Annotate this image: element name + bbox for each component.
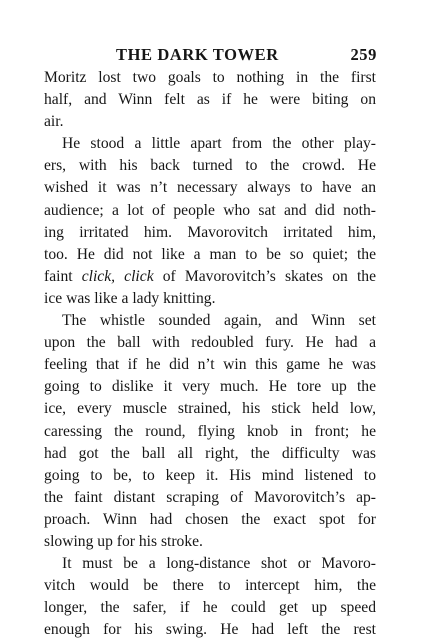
text-line: It must be a long-distance shot or Mavoro-	[62, 555, 376, 573]
text-line: vitch would be there to intercept him, the	[44, 577, 376, 595]
text-line: Moritz lost two goals to nothing in the first	[44, 69, 376, 86]
text-line: slowing up for his stroke.	[44, 532, 203, 550]
text-line: upon the ball with redoubled fury. He had a	[44, 334, 376, 352]
text-line: going to dislike it very much. He tore up the	[44, 378, 376, 396]
text-line: too. He did not like a man to be so quiet; the	[44, 245, 376, 263]
book-page	[44, 40, 376, 641]
running-title: THE DARK TOWER	[116, 45, 279, 64]
text-line: going to be, to keep it. His mind listened to	[44, 466, 376, 484]
text-line: air.	[44, 113, 64, 131]
text-line: the faint distant scraping of Mavorovitch’s ap-	[44, 488, 376, 506]
page-number: 259	[350, 45, 377, 64]
text-line: longer, the safer, if he could get up speed	[44, 599, 376, 617]
text-line: wished it was n’t necessary always to have an	[44, 179, 376, 197]
text-line: ice, every muscle strained, his stick held low,	[44, 400, 376, 418]
text-line: ers, with his back turned to the crowd. He	[44, 157, 376, 175]
running-header	[44, 40, 376, 66]
text-line: caressing the round, flying knob in front; he	[44, 422, 376, 440]
text-line: proach. Winn had chosen the exact spot for	[44, 510, 376, 528]
text-line: half, and Winn felt as if he were biting on	[44, 91, 376, 109]
text-line: He stood a little apart from the other play-	[62, 135, 376, 153]
body-text	[44, 67, 376, 641]
text-line: faint click, click of Mavorovitch’s skates on the	[44, 267, 377, 285]
italic-phrase: click, click	[81, 267, 154, 285]
text-line: had got the ball all right, the difficulty was	[44, 444, 376, 462]
text-line: audience; a lot of people who sat and did noth-	[44, 201, 376, 219]
text-line: The whistle sounded again, and Winn set	[62, 312, 376, 330]
text-line: enough for his swing. He had left the rest	[44, 621, 376, 639]
text-line: ing irritated him. Mavorovitch irritated him,	[44, 223, 376, 241]
text-line: ice was like a lady knitting.	[44, 289, 216, 307]
text-line: feeling that if he did n’t win this game he was	[44, 356, 376, 374]
